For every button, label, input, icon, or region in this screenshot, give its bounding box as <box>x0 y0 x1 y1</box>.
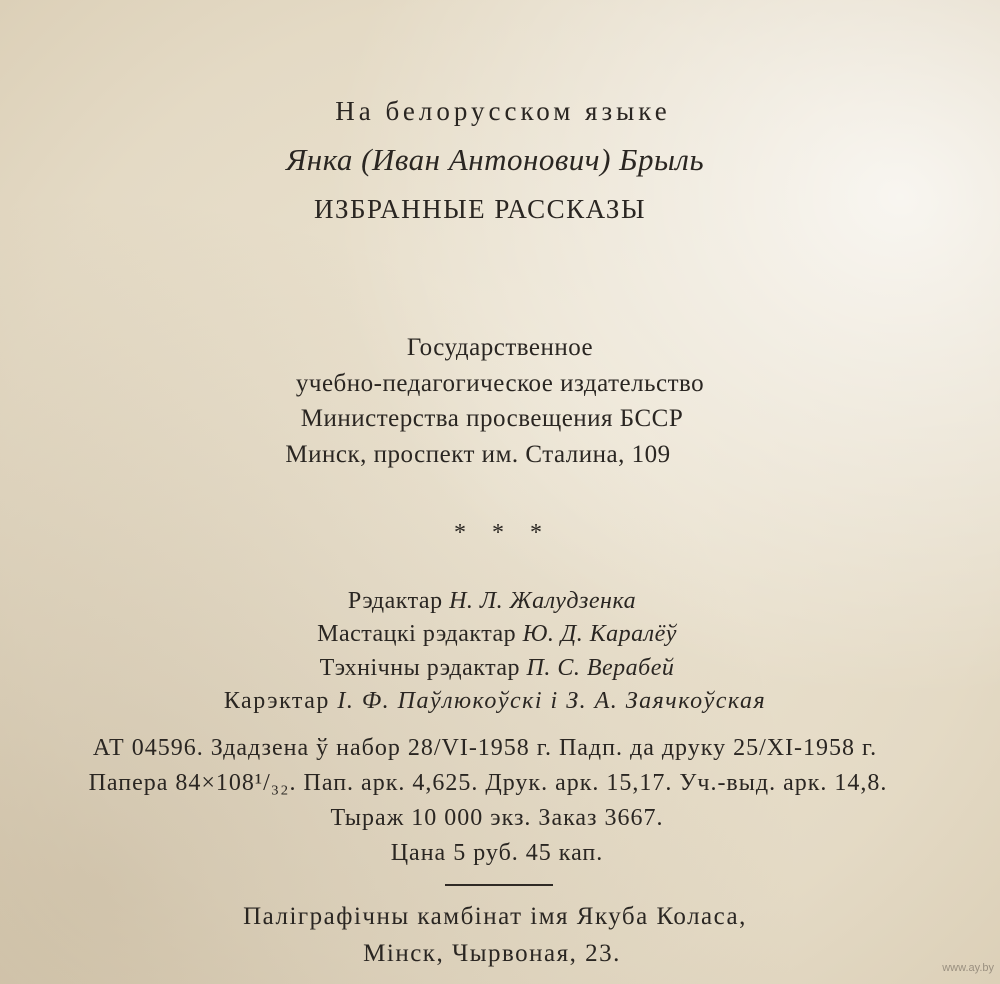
language-note: На белорусском языке <box>335 96 671 126</box>
credit-role: Мастацкі рэдактар <box>317 621 517 647</box>
credit-role: Тэхнічны рэдактар <box>319 655 520 681</box>
asterism-separator: * * * <box>454 520 552 546</box>
publisher-line-3: Министерства просвещения БССР <box>300 405 684 432</box>
credit-tech-editor <box>320 655 675 682</box>
credit-role: Карэктар <box>223 688 330 714</box>
publisher-line-1: Государственное <box>406 334 594 361</box>
publisher-line-2: учебно-педагогическое издательство <box>295 370 705 397</box>
credit-person: І. Ф. Паўлюкоўскі і З. А. Заячкоўская <box>337 688 767 714</box>
printer-line-2: Мінск, Чырвоная, 23. <box>363 940 621 967</box>
credit-role: Рэдактар <box>347 588 443 614</box>
credit-proofreader <box>224 688 766 715</box>
printer-line-1: Паліграфічны камбінат імя Якуба Коласа, <box>243 903 747 930</box>
credit-person: Ю. Д. Каралёў <box>522 621 677 647</box>
imprint-line-3: Тыраж 10 000 экз. Заказ 3667. <box>330 805 664 831</box>
imprint-price: Цана 5 руб. 45 кап. <box>390 840 604 866</box>
watermark: www.ay.by <box>942 962 994 974</box>
credit-editor <box>348 588 636 615</box>
divider-rule <box>445 884 553 886</box>
publisher-address: Минск, проспект им. Сталина, 109 <box>285 441 671 468</box>
credit-person: Н. Л. Жалудзенка <box>449 588 637 614</box>
imprint-line-2: Папера 84×108¹/₃₂. Пап. арк. 4,625. Друк. арк. 15,17. Уч.-выд. арк. 14,8. <box>88 770 888 796</box>
author-name: Янка (Иван Антонович) Брыль <box>285 142 705 177</box>
book-title: ИЗБРАННЫЕ РАССКАЗЫ <box>313 194 647 224</box>
credit-art-editor <box>317 621 677 648</box>
imprint-line-1: АТ 04596. Здадзена ў набор 28/VI-1958 г. Падп. да друку 25/XI-1958 г. <box>92 735 878 761</box>
credit-person: П. С. Верабей <box>526 655 675 681</box>
